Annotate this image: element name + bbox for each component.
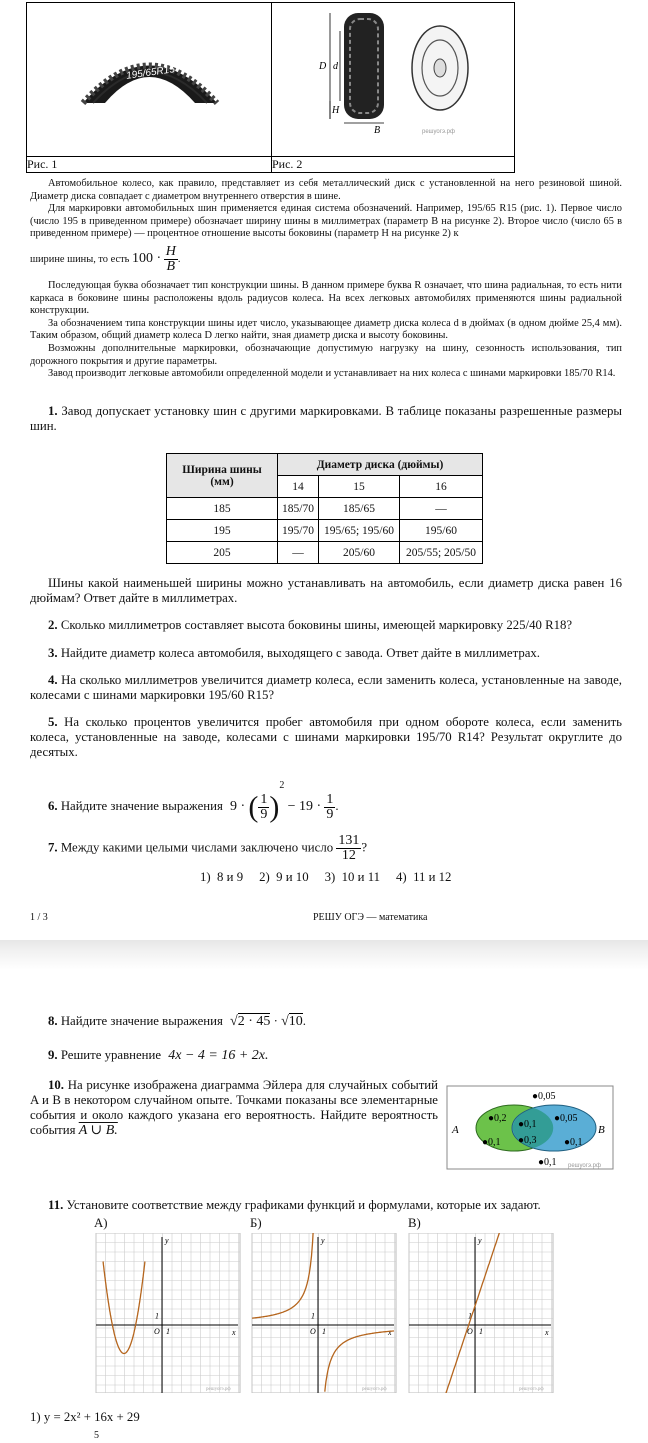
graph-b: [252, 1233, 396, 1393]
intro-p6: Завод производит легковые автомобили определенной модели и устанавливает на них колеса с шинами маркировки 185/70 R14.: [48, 368, 616, 380]
footer-page-number: 1 / 3: [30, 912, 48, 923]
x-label: x: [388, 1328, 392, 1337]
unit-y-label: 1: [155, 1311, 159, 1321]
col-16: 16: [400, 476, 483, 498]
unit-y-label: 1: [468, 1311, 472, 1321]
watermark: решуогэ.рф: [206, 1387, 231, 1392]
y-label: y: [321, 1236, 325, 1245]
svg-text:решуогэ.рф: решуогэ.рф: [568, 1163, 601, 1169]
intro-p3: Последующая буква обозначает тип конструкции шины. В данном примере буква R означает, что шина радиальная, то есть нити каркаса в боковине шины расположены вдоль радиусов колеса. На всех легковых автомобилях применяются шины радиальной конструкции.: [30, 279, 622, 317]
unit-y-label: 1: [311, 1311, 315, 1321]
label-H: H: [332, 105, 340, 116]
intro-text: [30, 178, 622, 381]
origin-label: O: [310, 1327, 316, 1336]
function-graphs: [0, 1233, 648, 1393]
prob-b-only-2: ●0,1: [564, 1137, 583, 1148]
caption-fig-2: Рис. 2: [272, 157, 515, 173]
prob-ab-2: ●0,3: [518, 1135, 537, 1146]
question-8: 8. Найдите значение выражения √2 · 45 · √10.: [48, 1014, 306, 1029]
fraction-h-b: $\frac{H}{B}$: [165, 243, 176, 274]
page-2: [0, 970, 648, 1440]
x-label: x: [545, 1328, 549, 1337]
question-9: 9. Решите уравнение 4x − 4 = 16 + 2x.: [48, 1048, 269, 1063]
intro-p1: Автомобильное колесо, как правило, представляет из себя металлический диск с установленной на него резиновой шиной. Диаметр диска совпадает с диаметром внутреннего отверстия в шине.: [30, 178, 622, 202]
intro-p4: За обозначением типа конструкции шины идет число, указывающее диаметр диска колеса d в дюймах (в одном дюйме 25,4 мм). Таким образом, общий диаметр колеса D легко найти, зная диаметр диска и высоту боковины.: [30, 317, 622, 342]
tire-marking-text: 195/65R15: [125, 64, 176, 82]
graph-label-c: В): [408, 1216, 421, 1230]
question-7-options: 1) 8 и 9 2) 9 и 10 3) 10 и 11 4) 11 и 12: [200, 870, 452, 884]
y-label: y: [478, 1236, 482, 1245]
label-B: B: [374, 125, 381, 136]
tire-sidewall-illustration: [27, 3, 271, 151]
unit-x-label: 1: [479, 1327, 483, 1336]
header-width: Ширина шины (мм): [167, 454, 278, 498]
tire-sizes-table: [166, 453, 483, 564]
question-6: 6. Найдите значение выражения 9 · ( $\frac{1}{9}$ )$^2$ − 19 · $\frac{1}{9}$ .: [48, 780, 339, 824]
figure-2-cell: [272, 3, 515, 157]
col-14: 14: [278, 476, 319, 498]
watermark: решуогэ.рф: [422, 129, 455, 135]
x-label: x: [232, 1328, 236, 1337]
y-label: y: [165, 1236, 169, 1245]
question-2: 2. Сколько миллиметров составляет высота боковины шины, имеющей маркировку 225/40 R18?: [48, 618, 573, 632]
question-1: 1. Завод допускает установку шин с другими маркировками. В таблице показаны разрешенные размеры шин.: [30, 404, 622, 433]
prob-a-only-2: ●0,1: [482, 1137, 501, 1148]
question-7: 7. Между какими целыми числами заключено число $\frac{131}{12}$ ?: [48, 833, 368, 863]
table-row: 205 — 205/60 205/55; 205/50: [167, 542, 483, 564]
question-5: 5. На сколько процентов увеличится пробег автомобиля при одном обороте колеса, если заменить колеса, установленные на заводе, колесами с шинами маркировки 195/70 R14? Результат округлите до десятых.: [30, 715, 622, 759]
unit-x-label: 1: [322, 1327, 326, 1336]
watermark: решуогэ.рф: [519, 1387, 544, 1392]
formula-1: 1) y = 2x² + 16x + 29: [30, 1410, 140, 1424]
prob-b-only-1: ●0,05: [554, 1113, 578, 1124]
unit-x-label: 1: [166, 1327, 170, 1336]
origin-label: O: [467, 1327, 473, 1336]
intro-p2-formula: ширине шины, то есть 100 · $\frac{H}{B}$ .: [30, 243, 181, 274]
prob-outside-bottom: ●0,1: [538, 1157, 557, 1168]
question-1-body: Шины какой наименьшей ширины можно устанавливать на автомобиль, если диаметр диска равен 16 дюймам? Ответ дайте в миллиметрах.: [30, 576, 622, 605]
table-row: 185 185/70 185/65 —: [167, 498, 483, 520]
label-d: d: [333, 61, 338, 72]
graph-label-a: А): [94, 1216, 108, 1230]
prob-a-only-1: ●0,2: [488, 1113, 507, 1124]
origin-label: O: [154, 1327, 160, 1336]
intro-p2: Для маркировки автомобильных шин применяется единая система обозначений. Например, 195/65 R15 (рис. 1). Первое число (число 195 в приведенном примере) обозначает ширину шины в миллиметрах (параметр B на рисунке 2). Второе число (число 65 в приведенном примере) — процентное отношение высоты боковины (параметр H на рисунке 2) к: [30, 203, 622, 240]
question-11: 11. Установите соответствие между графиками функций и формулами, которые их задают.: [48, 1198, 541, 1212]
graph-label-b: Б): [250, 1216, 262, 1230]
question-4: 4. На сколько миллиметров увеличится диаметр колеса, если заменить колеса, установленные на заводе, колесами с шинами маркировки 195/60 R15?: [30, 673, 622, 702]
label-b: B: [598, 1124, 605, 1136]
prob-outside-top: ●0,05: [532, 1091, 556, 1102]
label-D: D: [319, 61, 327, 72]
page-separator: [0, 940, 648, 970]
question-10: 10. На рисунке изображена диаграмма Эйлера для случайных событий A и B в некотором случайном опыте. Точками показаны все элементарные события и около каждого указана его вероятность. Найдите вероятность события A ∪ B.: [30, 1078, 438, 1138]
formula-2-partial: 5: [94, 1430, 99, 1441]
prob-ab-1: ●0,1: [518, 1119, 537, 1130]
graph-c: [409, 1233, 553, 1393]
graph-a: [96, 1233, 240, 1393]
label-a: A: [452, 1124, 459, 1136]
col-15: 15: [319, 476, 400, 498]
watermark: решуогэ.рф: [362, 1387, 387, 1392]
table-row: 195 195/70 195/65; 195/60 195/60: [167, 520, 483, 542]
figures-table: [26, 2, 515, 173]
figure-1-cell: [27, 3, 272, 157]
tire-dimensions-illustration: [272, 3, 514, 151]
intro-p5: Возможны дополнительные маркировки, обозначающие допустимую нагрузку на шину, сезонность использования, тип дорожного покрытия и другие параметры.: [30, 342, 622, 367]
header-diameter: Диаметр диска (дюймы): [278, 454, 483, 476]
venn-diagram: [446, 1085, 616, 1171]
footer-site: РЕШУ ОГЭ — математика: [313, 912, 428, 923]
caption-fig-1: Рис. 1: [27, 157, 272, 173]
question-3: 3. Найдите диаметр колеса автомобиля, выходящего с завода. Ответ дайте в миллиметрах.: [48, 646, 541, 660]
